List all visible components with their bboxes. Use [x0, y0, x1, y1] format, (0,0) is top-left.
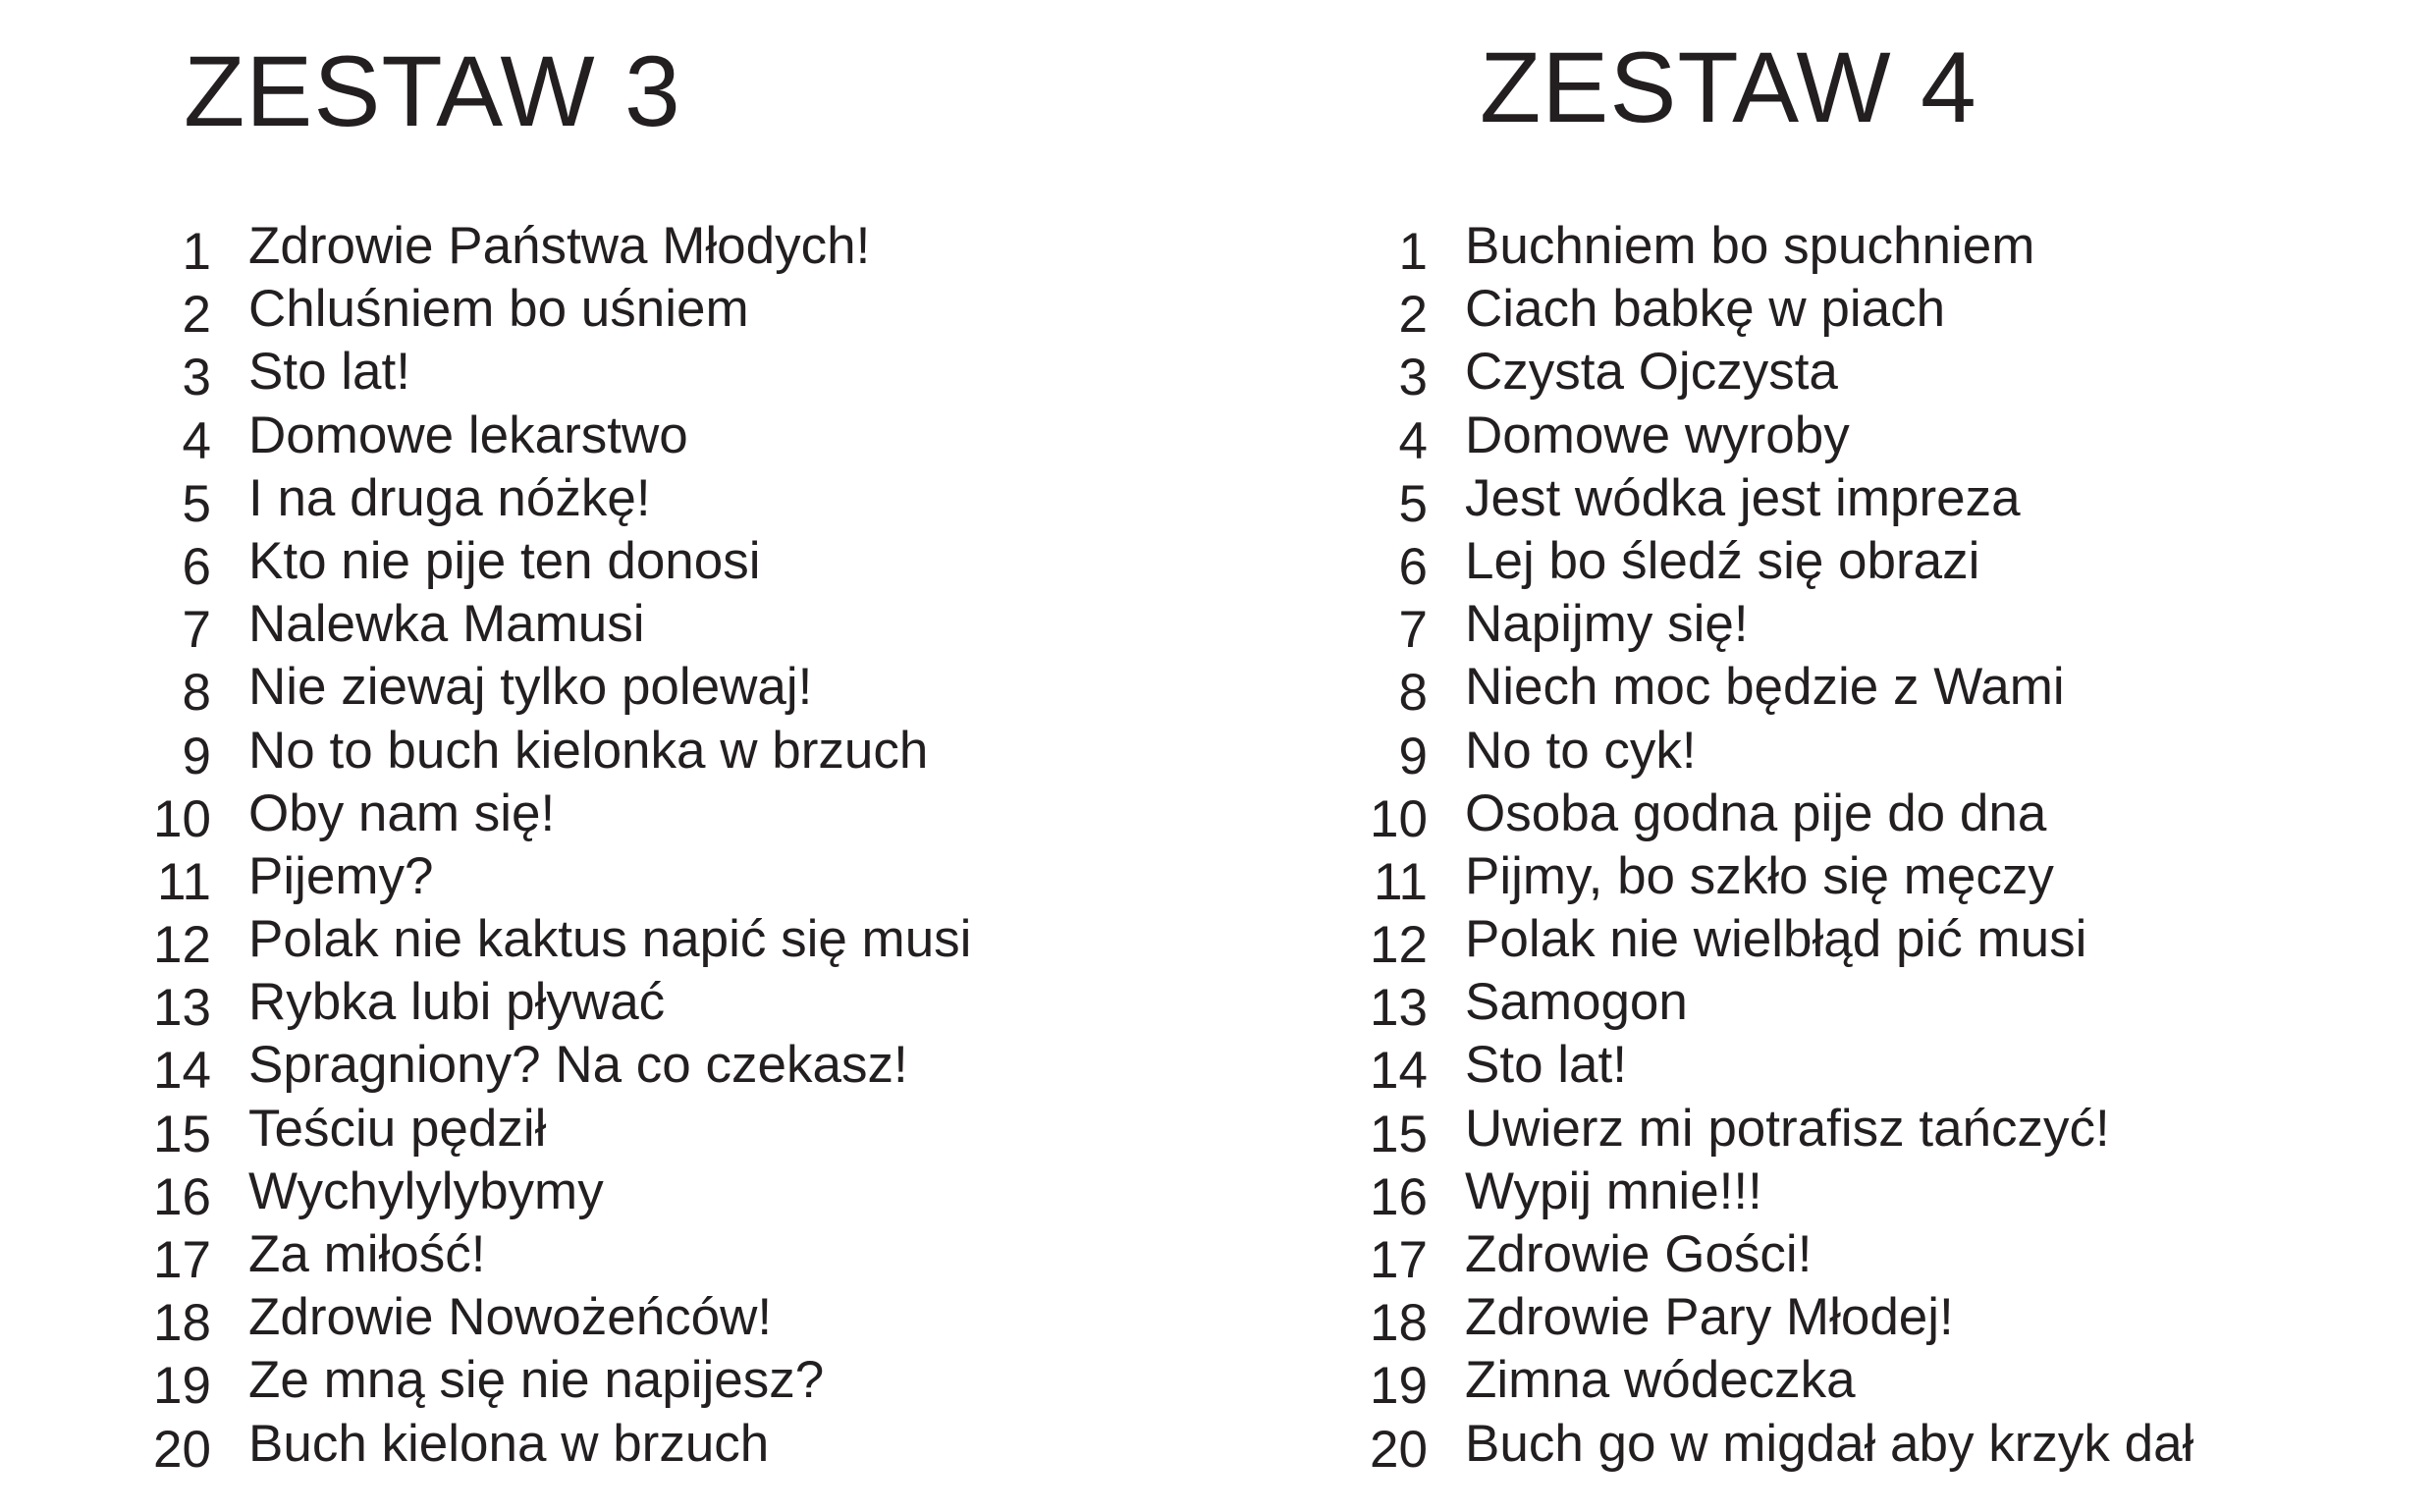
- item-number: 16: [1370, 1167, 1428, 1226]
- item-text: Napijmy się!: [1465, 595, 1749, 654]
- list-item: [0, 909, 972, 975]
- list-item: [1218, 1350, 2193, 1416]
- item-text: Uwierz mi potrafisz tańczyć!: [1465, 1099, 2110, 1158]
- item-text: Buchniem bo spuchniem: [1465, 217, 2035, 275]
- item-text: Zdrowie Państwa Młodych!: [248, 217, 871, 275]
- item-text: Pijemy?: [248, 846, 434, 905]
- list-item: [0, 1350, 971, 1416]
- list-item: [0, 783, 971, 846]
- item-number: 19: [153, 1357, 211, 1416]
- list-item: [0, 1287, 971, 1353]
- item-text: Ze mną się nie napijesz?: [248, 1351, 825, 1410]
- list-item: [1218, 1224, 2193, 1287]
- item-number: 16: [153, 1167, 211, 1226]
- item-number: 12: [153, 916, 211, 975]
- item-text: I na druga nóżkę!: [248, 468, 651, 527]
- item-number: 11: [156, 852, 211, 911]
- item-number: 20: [1370, 1420, 1428, 1479]
- item-number: 17: [153, 1231, 211, 1289]
- list-item: [1218, 783, 2193, 846]
- item-number: 5: [182, 474, 211, 533]
- list-item: [0, 1035, 971, 1101]
- item-number: 20: [153, 1420, 211, 1479]
- list-item: [1218, 279, 2193, 345]
- list-item: [0, 594, 971, 660]
- item-number: 10: [1370, 789, 1428, 848]
- item-number: 13: [1370, 979, 1428, 1038]
- item-text: No to buch kielonka w brzuch: [248, 721, 929, 780]
- item-text: Za miłość!: [248, 1225, 486, 1283]
- list-item: [1218, 342, 2193, 405]
- item-number: 15: [1370, 1105, 1428, 1163]
- list-item: [1218, 721, 2193, 783]
- item-number: 15: [153, 1105, 211, 1163]
- item-number: 18: [153, 1294, 211, 1353]
- item-text: Osoba godna pije do dna: [1465, 783, 2047, 842]
- item-number: 9: [1398, 727, 1428, 785]
- list-item: [1218, 846, 2193, 909]
- item-number: 3: [182, 349, 211, 407]
- item-text: Sto lat!: [1465, 1036, 1627, 1095]
- item-number: 14: [153, 1042, 211, 1101]
- item-text: Oby nam się!: [248, 783, 556, 842]
- item-number: 5: [1398, 474, 1428, 533]
- list-item: [1218, 657, 2193, 723]
- item-text: Polak nie wielbłąd pić musi: [1465, 910, 2087, 969]
- list-item: [0, 216, 971, 279]
- list-item: [0, 405, 971, 468]
- list-item: [0, 1161, 971, 1224]
- item-number: 7: [182, 601, 211, 660]
- item-text: Wychylylybymy: [248, 1161, 604, 1220]
- item-text: Chluśniem bo uśniem: [248, 280, 749, 339]
- list-item: [0, 531, 971, 594]
- item-number: 2: [182, 286, 211, 345]
- item-number: 4: [1398, 411, 1428, 470]
- list-item: [0, 846, 971, 909]
- item-text: Teściu pędził: [248, 1099, 547, 1158]
- item-number: 17: [1370, 1231, 1428, 1289]
- item-text: No to cyk!: [1465, 721, 1697, 780]
- item-text: Ciach babkę w piach: [1465, 280, 1946, 339]
- list-item: [1218, 1287, 2193, 1353]
- item-number: 11: [1373, 852, 1428, 911]
- item-number: 10: [153, 789, 211, 848]
- item-text: Niech moc będzie z Wami: [1465, 658, 2065, 717]
- item-text: Pijmy, bo szkło się męczy: [1465, 846, 2054, 905]
- item-text: Lej bo śledź się obrazi: [1465, 531, 1980, 590]
- list-item: [1218, 1035, 2193, 1101]
- set-title: ZESTAW 3: [184, 35, 681, 147]
- item-number: 6: [1398, 537, 1428, 596]
- list-item: [1218, 531, 2193, 594]
- item-text: Nie ziewaj tylko polewaj!: [248, 658, 813, 717]
- item-text: Samogon: [1465, 973, 1688, 1032]
- item-number: 2: [1398, 286, 1428, 345]
- item-number: 18: [1370, 1294, 1428, 1353]
- item-number: 1: [1398, 223, 1428, 281]
- list-item: [1218, 594, 2193, 660]
- item-text: Nalewka Mamusi: [248, 595, 645, 654]
- list-item: [0, 1224, 971, 1287]
- list-item: [1218, 216, 2193, 279]
- item-number: 8: [182, 664, 211, 723]
- item-text: Wypij mnie!!!: [1465, 1161, 1762, 1220]
- list-item: [1218, 405, 2193, 468]
- item-text: Buch kielona w brzuch: [248, 1414, 770, 1473]
- item-text: Rybka lubi pływać: [248, 973, 666, 1032]
- item-number: 3: [1398, 349, 1428, 407]
- item-text: Kto nie pije ten donosi: [248, 531, 761, 590]
- item-number: 13: [153, 979, 211, 1038]
- list-item: [1218, 1161, 2193, 1224]
- list-item: [0, 468, 971, 531]
- item-text: Polak nie kaktus napić się musi: [248, 910, 972, 969]
- toast-list: [1218, 216, 2193, 1477]
- item-text: Zdrowie Gości!: [1465, 1225, 1813, 1283]
- list-item: [1218, 1414, 2193, 1477]
- item-number: 1: [182, 223, 211, 281]
- list-item: [0, 1099, 971, 1161]
- list-item: [0, 1414, 971, 1477]
- list-item: [1218, 972, 2193, 1038]
- list-item: [1218, 909, 2193, 975]
- item-text: Domowe wyroby: [1465, 405, 1850, 464]
- item-text: Zdrowie Pary Młodej!: [1465, 1288, 1954, 1347]
- item-number: 7: [1398, 601, 1428, 660]
- toast-list: [0, 216, 971, 1477]
- item-text: Zimna wódeczka: [1465, 1351, 1856, 1410]
- item-number: 9: [182, 727, 211, 785]
- list-item: [0, 972, 971, 1038]
- item-text: Zdrowie Nowożeńców!: [248, 1288, 773, 1347]
- list-item: [0, 721, 971, 783]
- list-item: [1218, 1099, 2193, 1161]
- set-title: ZESTAW 4: [1480, 31, 1977, 143]
- item-text: Sto lat!: [248, 343, 410, 402]
- list-item: [0, 657, 971, 723]
- item-text: Czysta Ojczysta: [1465, 343, 1838, 402]
- item-text: Domowe lekarstwo: [248, 405, 688, 464]
- item-number: 12: [1370, 916, 1428, 975]
- list-item: [0, 342, 971, 405]
- item-number: 14: [1370, 1042, 1428, 1101]
- list-item: [1218, 468, 2193, 531]
- item-number: 6: [182, 537, 211, 596]
- item-number: 8: [1398, 664, 1428, 723]
- item-text: Spragniony? Na co czekasz!: [248, 1036, 908, 1095]
- item-number: 19: [1370, 1357, 1428, 1416]
- list-item: [0, 279, 971, 345]
- item-number: 4: [182, 411, 211, 470]
- item-text: Buch go w migdał aby krzyk dał: [1465, 1414, 2194, 1473]
- item-text: Jest wódka jest impreza: [1465, 468, 2021, 527]
